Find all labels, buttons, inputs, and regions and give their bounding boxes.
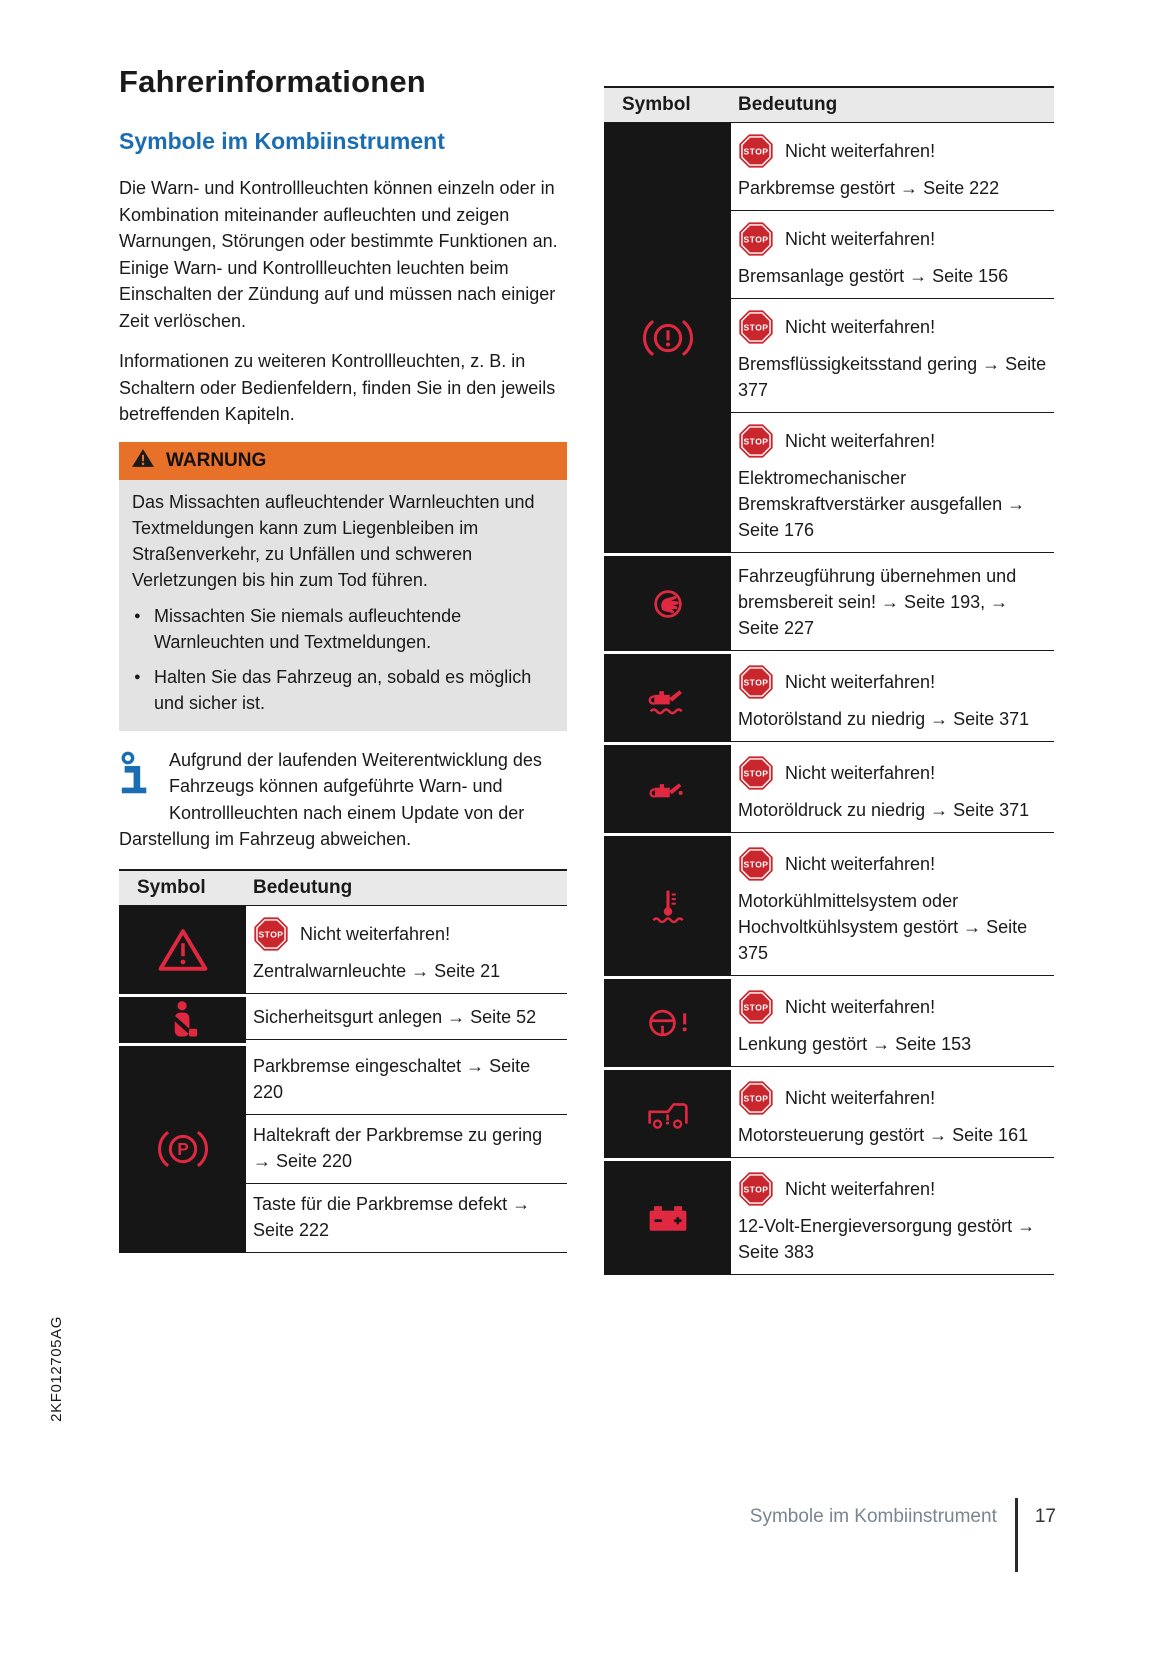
info-icon bbox=[119, 750, 153, 800]
stop-label: Nicht weiterfahren! bbox=[785, 141, 936, 161]
svg-text:STOP: STOP bbox=[258, 929, 284, 940]
warning-header bbox=[119, 442, 567, 480]
parking-brake-icon bbox=[119, 1046, 246, 1253]
stop-line bbox=[738, 420, 1052, 465]
meaning-cells bbox=[731, 556, 1054, 651]
symbol-meaning bbox=[246, 1115, 567, 1184]
warning-box bbox=[119, 442, 567, 731]
symbol-meaning bbox=[731, 745, 1054, 833]
meaning-cells bbox=[731, 1161, 1054, 1275]
svg-text:STOP: STOP bbox=[743, 859, 769, 870]
table-row bbox=[604, 836, 1054, 976]
stop-line bbox=[738, 1077, 1052, 1122]
oil-level-icon bbox=[604, 654, 731, 742]
stop-icon bbox=[738, 846, 774, 882]
meaning-text: Lenkung gestört → Seite 153 bbox=[738, 1034, 972, 1054]
page-footer bbox=[604, 1498, 1056, 1572]
stop-label: Nicht weiterfahren! bbox=[785, 763, 936, 783]
svg-text:STOP: STOP bbox=[743, 146, 769, 157]
meaning-text: Zentralwarnleuchte → Seite 21 bbox=[253, 960, 501, 981]
meaning-cells bbox=[731, 654, 1054, 742]
meaning-cells bbox=[731, 836, 1054, 976]
stop-line bbox=[738, 661, 1052, 706]
stop-icon bbox=[738, 133, 774, 169]
symbol-meaning bbox=[731, 1070, 1054, 1158]
svg-text:STOP: STOP bbox=[743, 1002, 769, 1013]
stop-icon bbox=[738, 664, 774, 700]
note-text: Aufgrund der laufenden Weiterentwicklung des Fahrzeugs können aufgeführte Warn- und Kontrollleuchten nach einem Update von der Darstellung im Fahrzeug abweichen. bbox=[119, 749, 542, 849]
svg-text:STOP: STOP bbox=[743, 1184, 769, 1195]
table-header bbox=[119, 869, 567, 906]
footer-section-label: Symbole im Kombiinstrument bbox=[749, 1506, 997, 1527]
column-header-symbol: Symbol bbox=[137, 876, 206, 898]
symbol-meaning bbox=[246, 1046, 567, 1115]
stop-line bbox=[738, 752, 1052, 797]
stop-line bbox=[738, 1168, 1052, 1213]
symbol-meaning bbox=[731, 123, 1054, 211]
intro-paragraph-2: Informationen zu weiteren Kontrollleuchten, z. B. in Schaltern oder Bedienfeldern, finden Sie in den jeweils betreffenden Kapiteln. bbox=[119, 351, 556, 424]
stop-label: Nicht weiterfahren! bbox=[785, 672, 936, 692]
table-row bbox=[604, 1161, 1054, 1275]
left-column bbox=[119, 64, 567, 1253]
table-row bbox=[604, 123, 1054, 553]
meaning-cells bbox=[246, 997, 567, 1043]
symbol-meaning bbox=[731, 836, 1054, 976]
oil-pressure-icon bbox=[604, 745, 731, 833]
meaning-text: Fahrzeugführung übernehmen und bremsbereit sein! → Seite 193, → Seite 227 bbox=[738, 566, 1017, 638]
table-row bbox=[119, 1046, 567, 1253]
warning-body bbox=[119, 480, 567, 731]
symbol-table-right bbox=[604, 86, 1054, 1275]
symbol-meaning bbox=[731, 556, 1054, 651]
stop-line bbox=[738, 986, 1052, 1031]
bullet-dot: ● bbox=[134, 670, 141, 683]
symbol-meaning bbox=[731, 1161, 1054, 1275]
stop-icon bbox=[738, 1080, 774, 1116]
stop-label: Nicht weiterfahren! bbox=[785, 229, 936, 249]
meaning-text: 12-Volt-Energieversorgung gestört → Seite 383 bbox=[738, 1216, 1036, 1262]
column-header-bedeutung: Bedeutung bbox=[738, 94, 838, 115]
meaning-text: Bremsflüssigkeitsstand gering → Seite 377 bbox=[738, 354, 1047, 400]
right-column bbox=[604, 70, 1054, 1275]
stop-line bbox=[253, 913, 565, 958]
stop-label: Nicht weiterfahren! bbox=[785, 854, 936, 874]
svg-text:STOP: STOP bbox=[743, 436, 769, 447]
meaning-cells bbox=[731, 123, 1054, 553]
page-number: 17 bbox=[1034, 1506, 1056, 1527]
stop-line bbox=[738, 218, 1052, 263]
meaning-cells bbox=[731, 745, 1054, 833]
svg-text:STOP: STOP bbox=[743, 768, 769, 779]
meaning-text: Bremsanlage gestört → Seite 156 bbox=[738, 266, 1009, 286]
meaning-text: Motorsteuerung gestört → Seite 161 bbox=[738, 1125, 1029, 1145]
table-body bbox=[604, 123, 1054, 1275]
stop-icon bbox=[738, 1171, 774, 1207]
svg-text:STOP: STOP bbox=[743, 677, 769, 688]
warning-bullet bbox=[132, 603, 554, 655]
meaning-text: Motorkühlmittelsystem oder Hochvoltkühlsystem gestört → Seite 375 bbox=[738, 891, 1028, 963]
section-heading: Symbole im Kombiinstrument bbox=[119, 128, 445, 154]
table-row bbox=[604, 654, 1054, 742]
document-code: 2KF012705AG bbox=[48, 1316, 65, 1422]
stop-label: Nicht weiterfahren! bbox=[785, 1179, 936, 1199]
column-header-bedeutung: Bedeutung bbox=[253, 876, 353, 898]
meaning-text: Parkbremse eingeschaltet → Seite 220 bbox=[253, 1055, 531, 1102]
seatbelt-icon bbox=[119, 997, 246, 1043]
stop-label: Nicht weiterfahren! bbox=[300, 923, 451, 944]
table-row bbox=[119, 906, 567, 994]
stop-line bbox=[738, 130, 1052, 175]
stop-label: Nicht weiterfahren! bbox=[785, 431, 936, 451]
warning-title: WARNUNG bbox=[166, 449, 267, 471]
warning-bullet-text: Missachten Sie niemals aufleuchtende Warnleuchten und Textmeldungen. bbox=[154, 605, 462, 652]
meaning-cells bbox=[731, 1070, 1054, 1158]
table-row bbox=[604, 979, 1054, 1067]
table-row bbox=[119, 997, 567, 1043]
battery-icon bbox=[604, 1161, 731, 1275]
coolant-temperature-icon bbox=[604, 836, 731, 976]
stop-icon bbox=[253, 916, 289, 952]
symbol-table-left bbox=[119, 869, 567, 1253]
intro-paragraph-1: Die Warn- und Kontrollleuchten können einzeln oder in Kombination miteinander aufleuchten und zeigen Warnungen, Störungen oder bestimmte Funktionen an. Einige Warn- und Kontrollleuchten leuchten beim Einschalten der Zündung auf und müssen nach einiger Zeit verlöschen. bbox=[119, 178, 558, 331]
stop-line bbox=[738, 306, 1052, 351]
stop-icon bbox=[738, 423, 774, 459]
stop-icon bbox=[738, 989, 774, 1025]
footer-divider bbox=[1015, 1498, 1018, 1572]
warning-text: Das Missachten aufleuchtender Warnleuchten und Textmeldungen kann zum Liegenbleiben im Straßenverkehr, zu Unfällen und schweren Verletzungen bis hin zum Tod führen. bbox=[132, 491, 535, 590]
meaning-cells bbox=[246, 906, 567, 994]
meaning-text: Parkbremse gestört → Seite 222 bbox=[738, 178, 1000, 198]
symbol-meaning bbox=[731, 413, 1054, 553]
warning-bullet-text: Halten Sie das Fahrzeug an, sobald es möglich und sicher ist. bbox=[154, 666, 532, 713]
table-header bbox=[604, 86, 1054, 123]
warning-triangle-icon bbox=[119, 906, 246, 994]
symbol-meaning bbox=[246, 1184, 567, 1253]
table-row bbox=[604, 1070, 1054, 1158]
svg-text:P: P bbox=[176, 1139, 189, 1160]
brake-warning-icon bbox=[604, 123, 731, 553]
symbol-meaning bbox=[731, 979, 1054, 1067]
meaning-text: Motoröldruck zu niedrig → Seite 371 bbox=[738, 800, 1030, 820]
stop-label: Nicht weiterfahren! bbox=[785, 997, 936, 1017]
meaning-text: Haltekraft der Parkbremse zu gering → Seite 220 bbox=[253, 1124, 543, 1171]
symbol-meaning bbox=[731, 299, 1054, 413]
stop-icon bbox=[738, 221, 774, 257]
svg-text:STOP: STOP bbox=[743, 1093, 769, 1104]
meaning-text: Motorölstand zu niedrig → Seite 371 bbox=[738, 709, 1030, 729]
meaning-text: Taste für die Parkbremse defekt → Seite 222 bbox=[253, 1193, 531, 1240]
symbol-meaning bbox=[246, 906, 567, 994]
stop-icon bbox=[738, 309, 774, 345]
bullet-dot: ● bbox=[134, 609, 141, 622]
engine-warning-icon bbox=[604, 1070, 731, 1158]
symbol-meaning bbox=[246, 997, 567, 1040]
table-row bbox=[604, 745, 1054, 833]
warning-bullet-list bbox=[132, 603, 554, 716]
hands-on-wheel-icon bbox=[604, 556, 731, 651]
warning-bullet bbox=[132, 664, 554, 716]
meaning-text: Sicherheitsgurt anlegen → Seite 52 bbox=[253, 1006, 537, 1027]
steering-warning-icon bbox=[604, 979, 731, 1067]
column-header-symbol: Symbol bbox=[622, 94, 691, 115]
warning-triangle-icon bbox=[131, 448, 155, 474]
meaning-cells bbox=[246, 1046, 567, 1253]
svg-text:STOP: STOP bbox=[743, 234, 769, 245]
meaning-cells bbox=[731, 979, 1054, 1067]
page-title: Fahrerinformationen bbox=[119, 64, 426, 99]
meaning-text: Elektromechanischer Bremskraftverstärker ausgefallen → Seite 176 bbox=[738, 468, 1026, 540]
stop-icon bbox=[738, 755, 774, 791]
info-note bbox=[119, 747, 567, 853]
stop-line bbox=[738, 843, 1052, 888]
table-row bbox=[604, 556, 1054, 651]
symbol-meaning bbox=[731, 211, 1054, 299]
table-body bbox=[119, 906, 567, 1253]
stop-label: Nicht weiterfahren! bbox=[785, 1088, 936, 1108]
stop-label: Nicht weiterfahren! bbox=[785, 317, 936, 337]
svg-text:STOP: STOP bbox=[743, 322, 769, 333]
symbol-meaning bbox=[731, 654, 1054, 742]
